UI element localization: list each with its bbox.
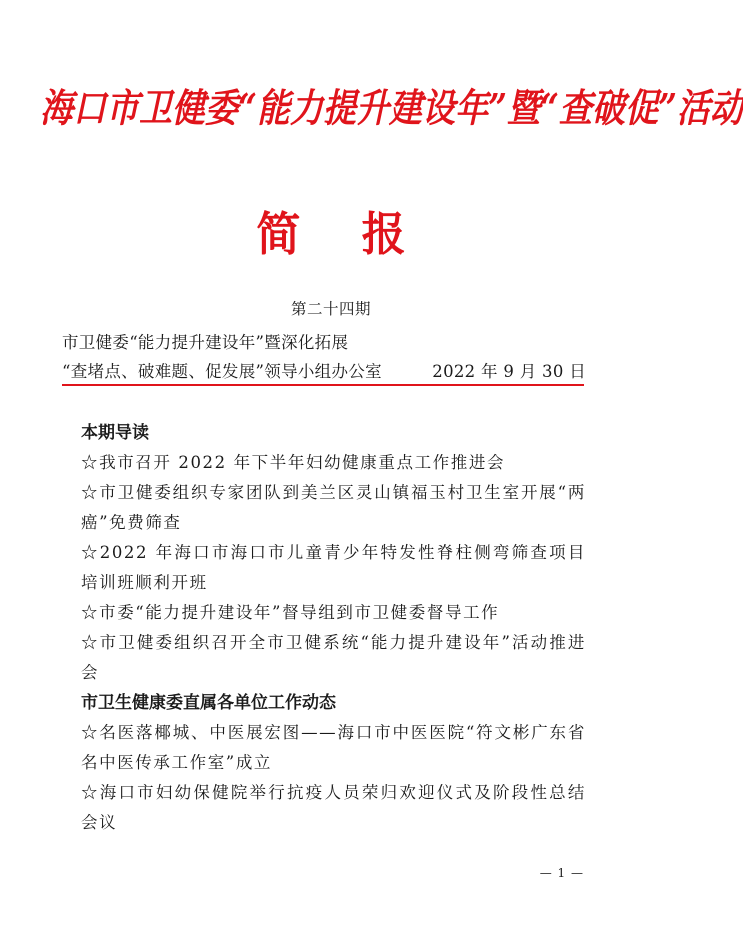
list-item: ☆我市召开 2022 年下半年妇幼健康重点工作推进会	[81, 453, 506, 472]
section-heading: 本期导读	[81, 423, 149, 443]
issuing-office-line1: 市卫健委“能力提升建设年”暨深化拓展	[62, 333, 349, 352]
page-number: — 1 —	[539, 866, 584, 880]
list-item: ☆市委“能力提升建设年”督导组到市卫健委督导工作	[81, 603, 500, 622]
red-divider	[62, 384, 584, 386]
section-units	[81, 688, 586, 838]
list-item: ☆名医落椰城、中医展宏图——海口市中医医院“符文彬广东省名中医传承工作室”成立	[81, 723, 586, 772]
list-item: ☆市卫健委组织召开全市卫健系统“能力提升建设年”活动推进会	[81, 633, 586, 682]
issue-number: 第二十四期	[290, 300, 371, 318]
issuing-office-line2	[62, 358, 586, 382]
masthead-title: 海口市卫健委“能力提升建设年”暨“查破促”活动	[40, 85, 743, 132]
section-guide	[81, 418, 586, 688]
issuing-office-name: “查堵点、破难题、促发展”领导小组办公室	[62, 362, 382, 381]
list-item: ☆2022 年海口市海口市儿童青少年特发性脊柱侧弯筛查项目培训班顺利开班	[81, 543, 586, 592]
list-item: ☆海口市妇幼保健院举行抗疫人员荣归欢迎仪式及阶段性总结会议	[81, 783, 586, 832]
list-item: ☆市卫健委组织专家团队到美兰区灵山镇福玉村卫生室开展“两癌”免费筛查	[81, 483, 586, 532]
issue-date: 2022 年 9 月 30 日	[432, 362, 586, 381]
section-heading: 市卫生健康委直属各单位工作动态	[81, 693, 336, 713]
masthead-subtitle: 简 报	[256, 207, 406, 262]
content-body	[81, 418, 586, 838]
